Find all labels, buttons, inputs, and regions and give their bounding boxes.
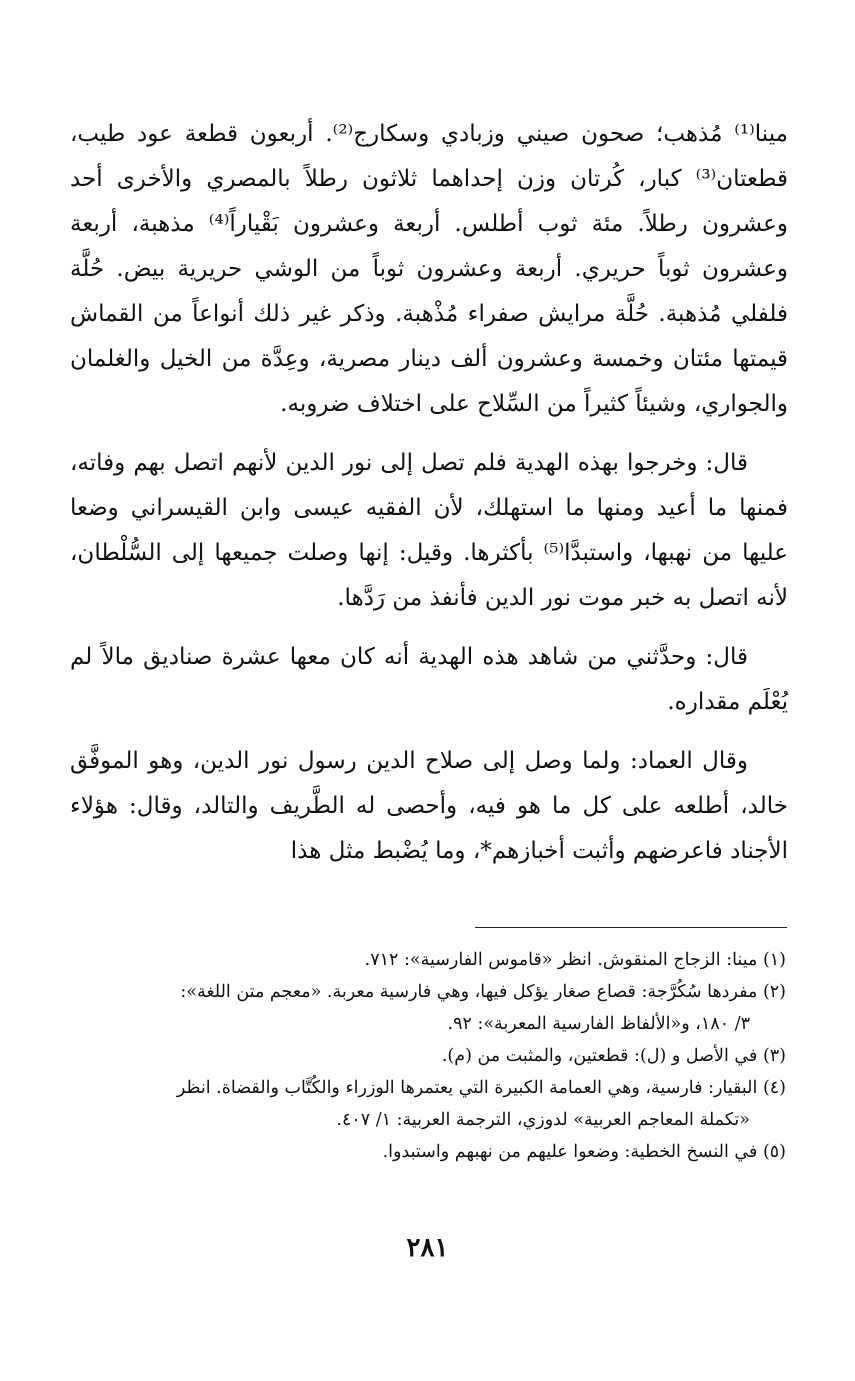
footnote-continuation: ٣/ ١٨٠، و«الألفاظ الفارسية المعربة»: ٩٢. bbox=[447, 1014, 750, 1034]
footnote-number: (١) bbox=[762, 950, 786, 970]
footnote-5 bbox=[70, 1136, 786, 1168]
footnotes bbox=[70, 944, 786, 1168]
main-text bbox=[70, 112, 788, 874]
footnote-1 bbox=[70, 944, 786, 976]
footnote-number: (٢) bbox=[762, 982, 786, 1002]
footnote-text: في الأصل و (ل): قطعتين، والمثبت من (م). bbox=[441, 1046, 758, 1066]
footnote-text: مفردها سُكُرَّجة: قصاع صغار يؤكل فيها، وهي فارسية معربة. «معجم متن اللغة»: bbox=[180, 982, 758, 1002]
paragraph-gift-fate: قال: وخرجوا بهذه الهدية فلم تصل إلى نور الدين لأنهم اتصل بهم وفاته، فمنها ما أعيد ومنها ما استهلك، لأن الفقيه عيسى وابن القيسراني وضعا عليها من نهبها، واستبدَّا⁽⁵⁾ بأكثرها. وقيل: إنها وصلت جميعها إلى السُّلْطان، لأنه اتصل به خبر موت نور الدين فأنفذ من رَدَّها. bbox=[70, 450, 788, 611]
footnote-number: (٥) bbox=[762, 1142, 786, 1162]
footnote-3 bbox=[70, 1040, 786, 1072]
paragraph-gift-list: مينا⁽¹⁾ مُذهب؛ صحون صيني وزبادي وسكارج⁽²⁾. أربعون قطعة عود طيب، قطعتان⁽³⁾ كبار، كُرتان وزن إحداهما ثلاثون رطلاً بالمصري والأخرى أحد وعشرون رطلاً. مئة ثوب أطلس. أربعة وعشرون بَقْياراً⁽⁴⁾ مذهبة، أربعة وعشرون ثوباً حريري. أربعة وعشرون ثوباً من الوشي حريرية بيض. حُلَّة فلفلي مُذهبة. حُلَّة مرايش صفراء مُذْهبة. وذكر غير ذلك أنواعاً من القماش قيمتها مئتان وخمسة وعشرون ألف دينار مصرية، وعِدَّة من الخيل والغلمان والجواري، وشيئاً كثيراً من السِّلاح على اختلاف ضروبه. bbox=[70, 121, 789, 417]
footnote-number: (٤) bbox=[762, 1078, 786, 1098]
footnote-4 bbox=[70, 1072, 786, 1136]
footnote-text: البقيار: فارسية، وهي العمامة الكبيرة التي يعتمرها الوزراء والكُتَّاب والقضاة. انظر bbox=[176, 1078, 758, 1098]
footnote-divider bbox=[475, 927, 787, 928]
footnote-number: (٣) bbox=[762, 1046, 786, 1066]
paragraph-imad-account: وقال العماد: ولما وصل إلى صلاح الدين رسول نور الدين، وهو الموفَّق خالد، أطلعه على كل ما هو فيه، وأحصى له الطَّريف والتالد، وقال: هؤلاء الأجناد فاعرضهم وأثبت أخبازهم*، وما يُضْبط مثل هذا bbox=[70, 748, 788, 864]
page-number: ٢٨١ bbox=[406, 1233, 449, 1263]
paragraph-ten-chests: قال: وحدَّثني من شاهد هذه الهدية أنه كان معها عشرة صناديق مالاً لم يُعْلَم مقداره. bbox=[70, 644, 788, 715]
footnote-continuation: «تكملة المعاجم العربية» لدوزي، الترجمة العربية: ١/ ٤٠٧. bbox=[336, 1110, 750, 1130]
footnote-2 bbox=[70, 976, 786, 1040]
footnote-text: مينا: الزجاج المنقوش. انظر «قاموس الفارسية»: ٧١٢. bbox=[364, 950, 758, 970]
footnote-text: في النسخ الخطية: وضعوا عليهم من نهبهم واستبدوا. bbox=[382, 1142, 758, 1162]
